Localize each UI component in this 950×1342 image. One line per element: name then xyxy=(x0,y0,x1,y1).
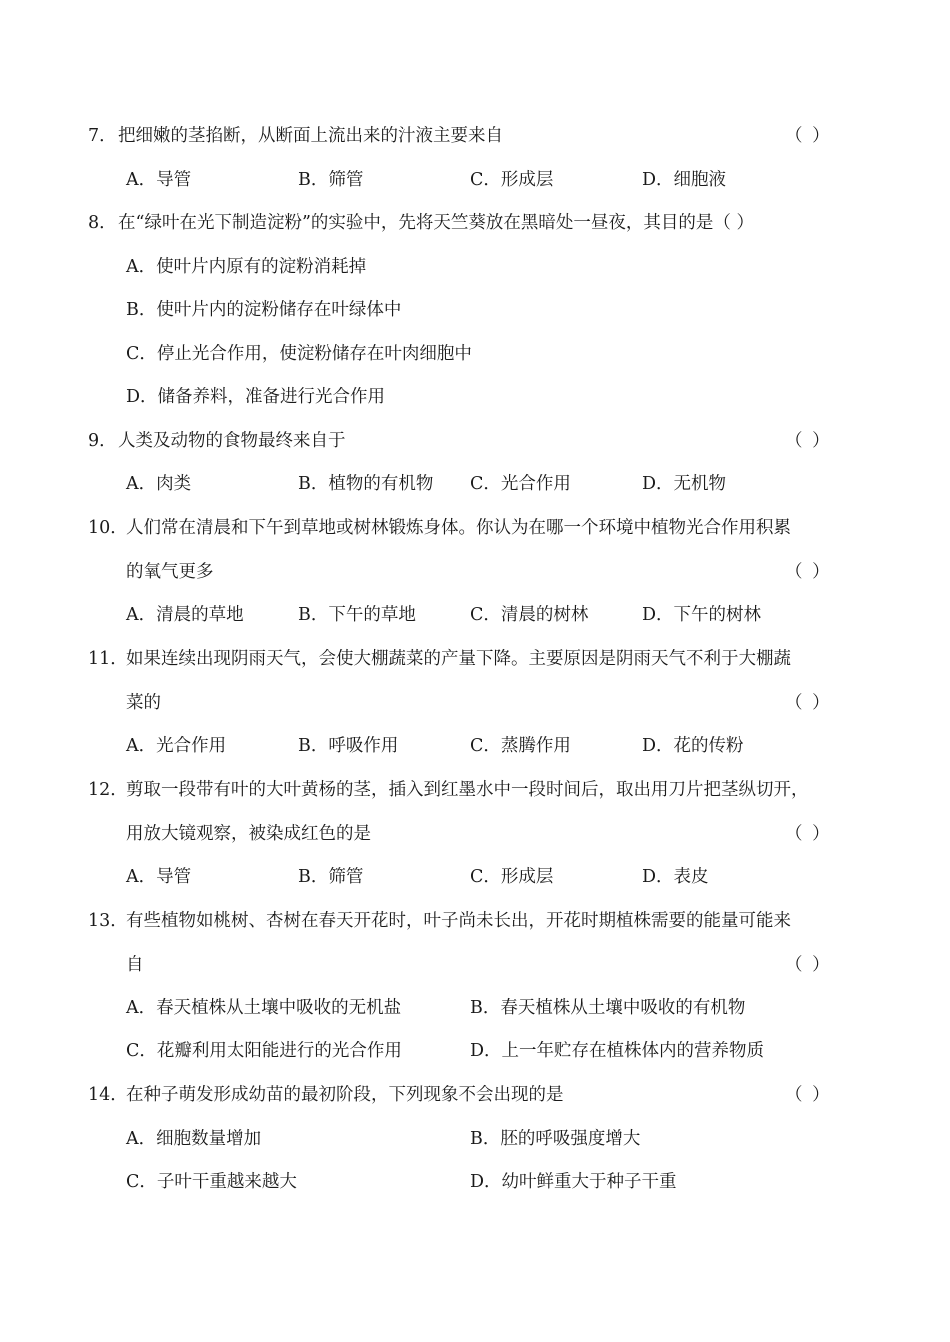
question-stem-continuation: 菜的 xyxy=(126,693,161,713)
question-stem-text: 人类及动物的食物最终来自于 xyxy=(118,431,346,451)
option-a: A．肉类 xyxy=(126,474,192,494)
question-13-stem-line xyxy=(88,906,868,936)
answer-parens: （ ） xyxy=(785,1085,832,1105)
question-number: 11． xyxy=(88,649,128,669)
question-10-stem-line xyxy=(88,513,868,543)
option-d: D．细胞液 xyxy=(642,170,727,190)
question-13-options-row-2 xyxy=(126,1036,846,1066)
option-a: A．使叶片内原有的淀粉消耗掉 xyxy=(126,257,367,277)
option-c: C．形成层 xyxy=(470,867,554,887)
question-14-stem-line xyxy=(88,1080,768,1110)
question-number: 10． xyxy=(88,518,128,538)
question-14-options-row-2 xyxy=(126,1167,846,1197)
answer-parens: （ ） xyxy=(785,693,832,713)
question-8-stem-line xyxy=(88,208,848,238)
question-stem-text: 把细嫩的茎掐断，从断面上流出来的汁液主要来自 xyxy=(118,126,503,146)
question-9-stem-line xyxy=(88,426,768,456)
option-d: D．表皮 xyxy=(642,867,709,887)
question-stem-continuation: 用放大镜观察，被染成红色的是 xyxy=(126,824,371,844)
option-c: C．光合作用 xyxy=(470,474,571,494)
question-12-stem-line xyxy=(88,775,878,805)
option-b: B．胚的呼吸强度增大 xyxy=(470,1129,641,1149)
question-10-options xyxy=(126,600,846,630)
option-b: B．筛管 xyxy=(298,170,364,190)
option-b: B．春天植株从土壤中吸收的有机物 xyxy=(470,998,746,1018)
answer-parens: （ ） xyxy=(785,955,832,975)
option-b: B．使叶片内的淀粉储存在叶绿体中 xyxy=(126,300,402,320)
answer-parens: （ ） xyxy=(785,562,832,582)
option-d: D．幼叶鲜重大于种子干重 xyxy=(470,1172,677,1192)
question-14-options-row-1 xyxy=(126,1124,846,1154)
question-9-options xyxy=(126,469,846,499)
option-c: C．子叶干重越来越大 xyxy=(126,1172,297,1192)
question-stem-text: 有些植物如桃树、杏树在春天开花时，叶子尚未长出，开花时期植株需要的能量可能来 xyxy=(126,911,791,931)
option-b: B．植物的有机物 xyxy=(298,474,434,494)
option-a: A．春天植株从土壤中吸收的无机盐 xyxy=(126,998,402,1018)
question-stem-text: 在“绿叶在光下制造淀粉”的实验中，先将天竺葵放在黑暗处一昼夜，其目的是（ ） xyxy=(118,213,754,233)
option-c: C．停止光合作用，使淀粉储存在叶肉细胞中 xyxy=(126,344,472,364)
question-number: 8． xyxy=(88,213,117,233)
question-number: 14． xyxy=(88,1085,128,1105)
question-stem-text: 在种子萌发形成幼苗的最初阶段，下列现象不会出现的是 xyxy=(126,1085,564,1105)
question-12-options xyxy=(126,862,846,892)
option-b: B．呼吸作用 xyxy=(298,736,399,756)
answer-parens: （ ） xyxy=(785,824,832,844)
option-d: D．上一年贮存在植株体内的营养物质 xyxy=(470,1041,765,1061)
question-stem-continuation: 的氧气更多 xyxy=(126,562,214,582)
option-a: A．导管 xyxy=(126,170,192,190)
question-11-options xyxy=(126,731,846,761)
option-d: D．下午的树林 xyxy=(642,605,762,625)
option-a: A．清晨的草地 xyxy=(126,605,244,625)
question-number: 12． xyxy=(88,780,128,800)
option-c: C．花瓣利用太阳能进行的光合作用 xyxy=(126,1041,402,1061)
option-b: B．下午的草地 xyxy=(298,605,416,625)
question-7-stem-line xyxy=(88,121,848,151)
option-a: A．光合作用 xyxy=(126,736,227,756)
option-a: A．细胞数量增加 xyxy=(126,1129,262,1149)
question-stem-text: 剪取一段带有叶的大叶黄杨的茎，插入到红墨水中一段时间后，取出用刀片把茎纵切开， xyxy=(126,780,809,800)
option-a: A．导管 xyxy=(126,867,192,887)
question-number: 13． xyxy=(88,911,128,931)
question-11-stem-line xyxy=(88,644,868,674)
question-stem-text: 如果连续出现阴雨天气，会使大棚蔬菜的产量下降。主要原因是阴雨天气不利于大棚蔬 xyxy=(126,649,791,669)
question-stem-continuation: 自 xyxy=(126,955,144,975)
option-c: C．形成层 xyxy=(470,170,554,190)
option-d: D．花的传粉 xyxy=(642,736,744,756)
answer-parens: （ ） xyxy=(785,431,832,451)
option-d: D．储备养料，准备进行光合作用 xyxy=(126,387,386,407)
option-d: D．无机物 xyxy=(642,474,727,494)
question-13-options-row-1 xyxy=(126,993,846,1023)
option-c: C．清晨的树林 xyxy=(470,605,589,625)
question-7-options xyxy=(126,165,846,195)
question-number: 7． xyxy=(88,126,117,146)
option-c: C．蒸腾作用 xyxy=(470,736,571,756)
option-b: B．筛管 xyxy=(298,867,364,887)
answer-parens: （ ） xyxy=(785,126,832,146)
question-number: 9． xyxy=(88,431,117,451)
question-stem-text: 人们常在清晨和下午到草地或树林锻炼身体。你认为在哪一个环境中植物光合作用积累 xyxy=(126,518,791,538)
